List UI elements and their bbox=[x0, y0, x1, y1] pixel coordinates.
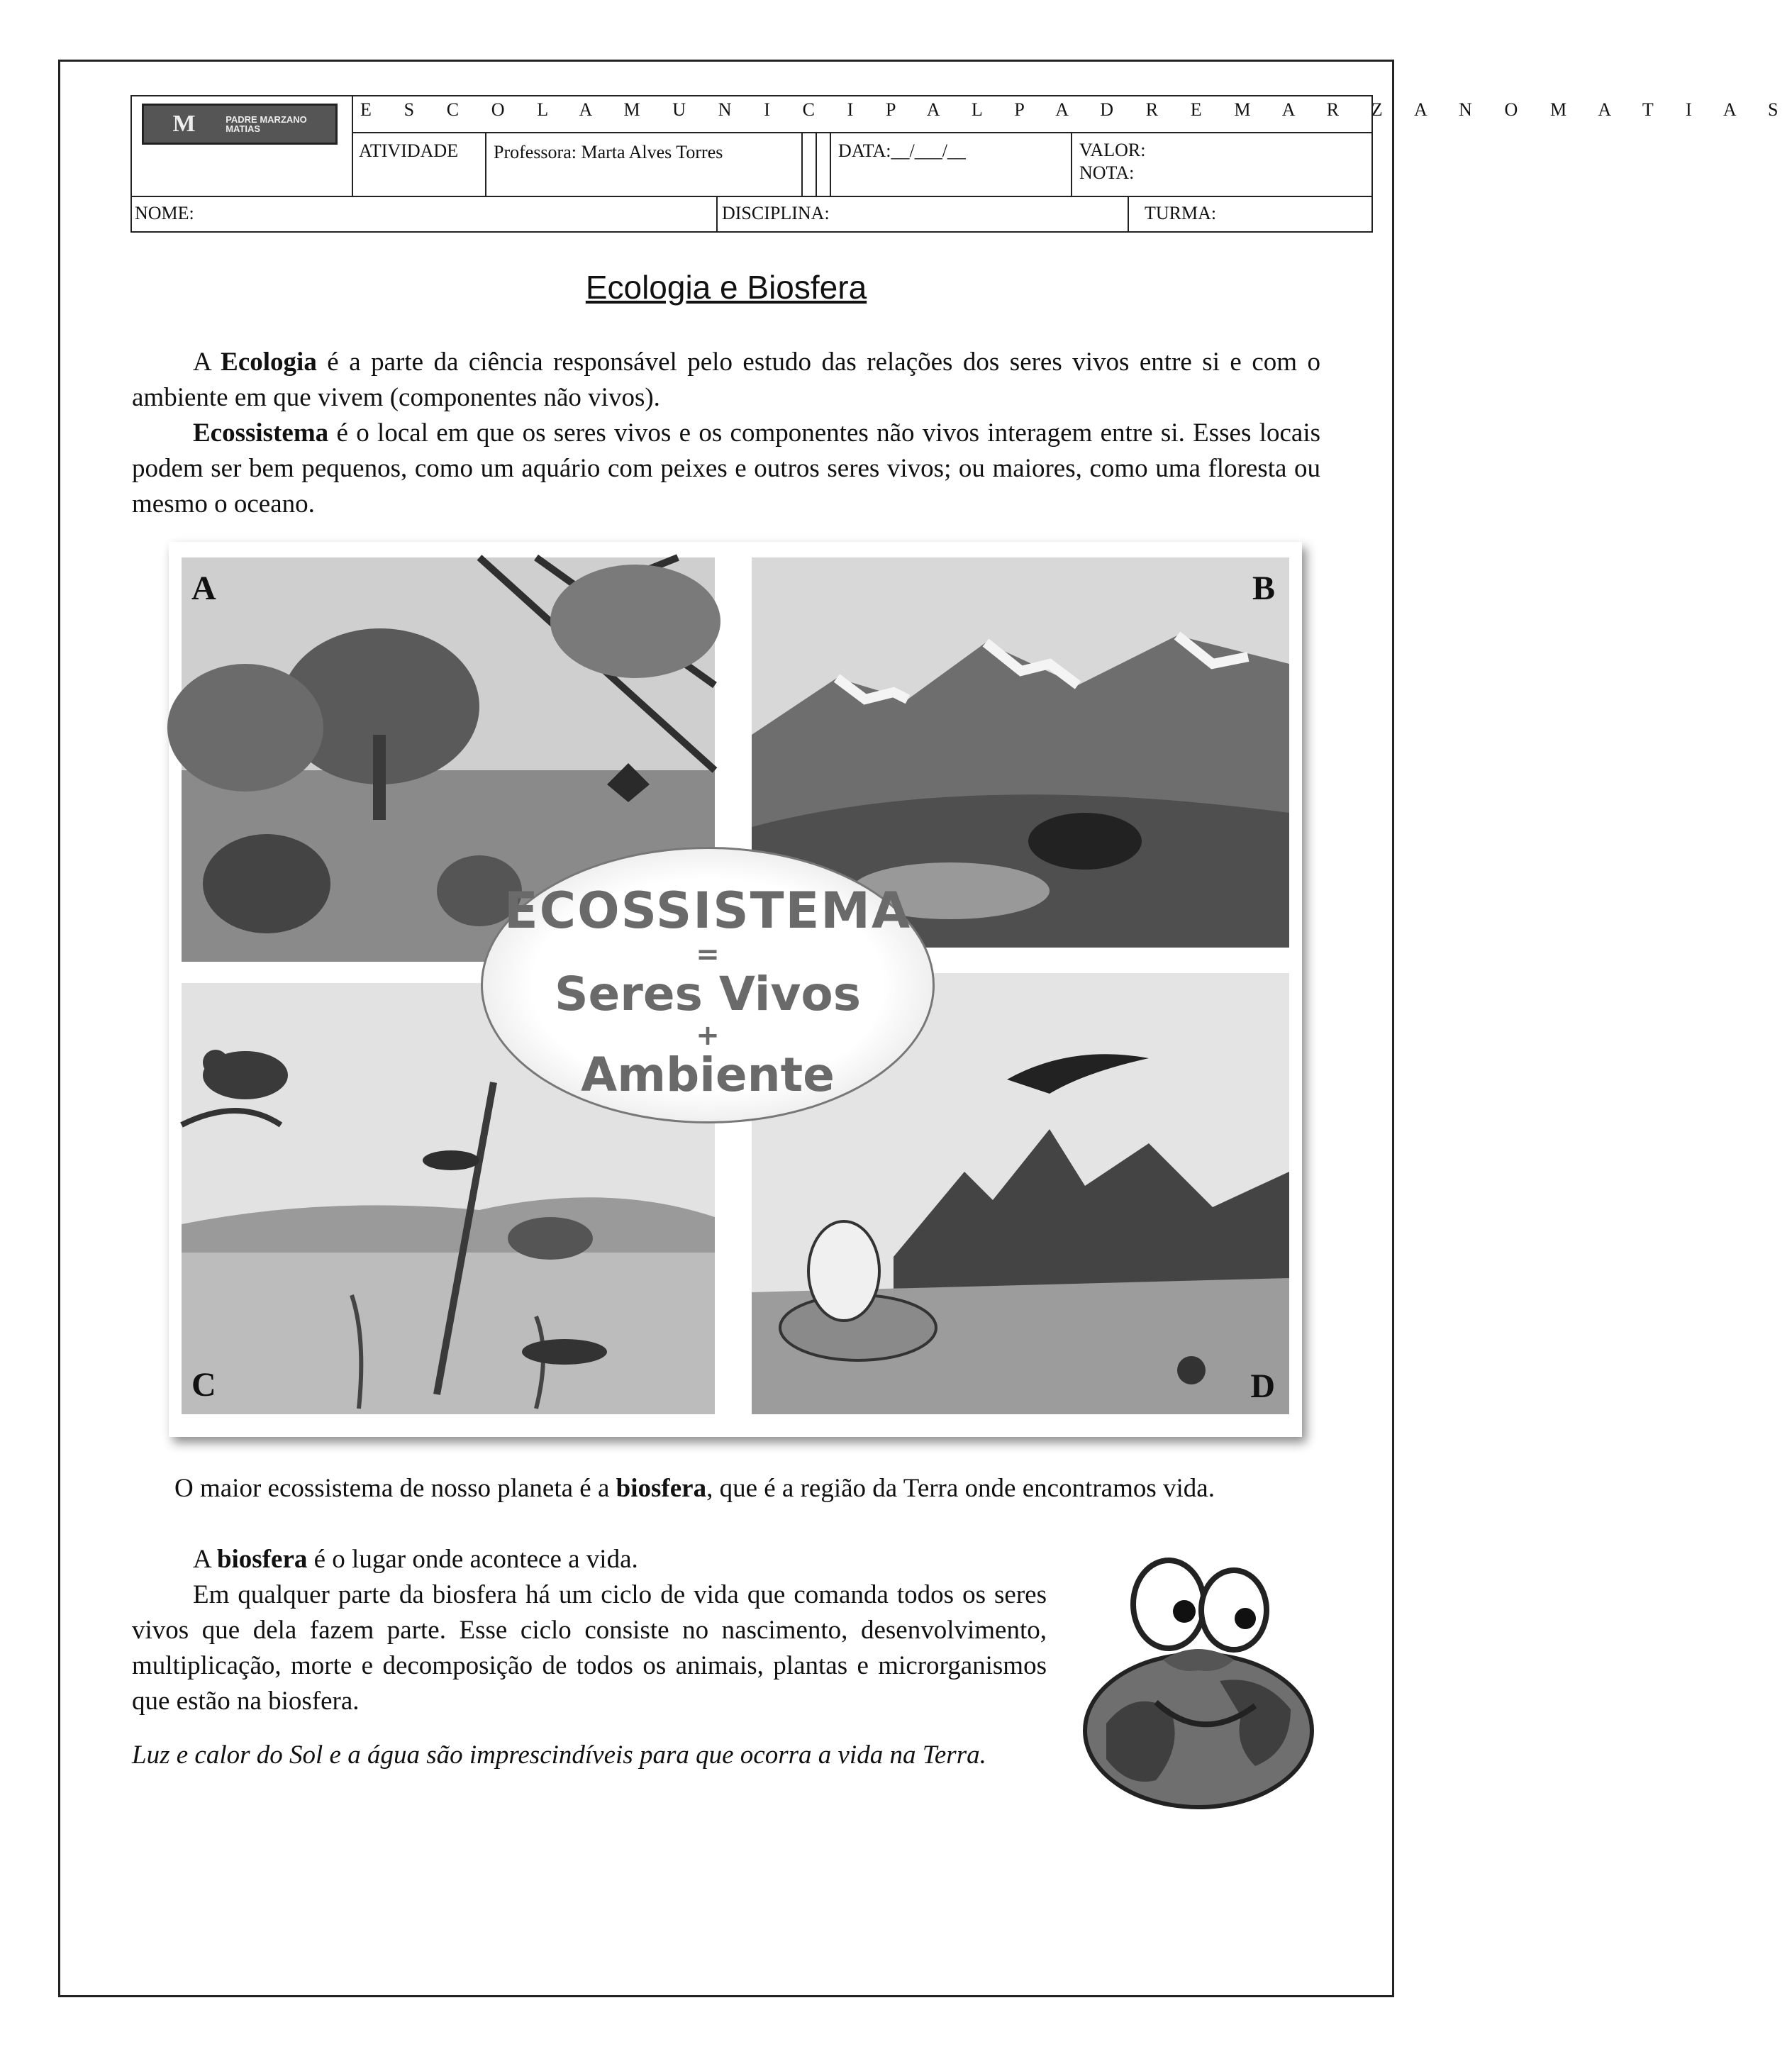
data-field[interactable]: DATA:__/___/__ bbox=[831, 133, 1072, 196]
paragraph-biosfera: O maior ecossistema de nosso planeta é a biosfera, que é a região da Terra onde encontramos vida. bbox=[174, 1474, 1215, 1503]
paragraph-ciclo: Em qualquer parte da biosfera há um ciclo de vida que comanda todos os seres vivos que dela fazem parte. Esse ciclo consiste no nascimento, desenvolvimento, multiplicação, morte e decomposição de todos os animais, plantas e microrganismos que estão na biosfera. bbox=[132, 1580, 1047, 1716]
valor-label: VALOR: bbox=[1079, 140, 1146, 160]
logo-mark-icon: M bbox=[172, 111, 194, 137]
term-ecologia: Ecologia bbox=[221, 348, 317, 377]
oval-plus: + bbox=[696, 1019, 720, 1052]
school-logo bbox=[142, 104, 338, 145]
paragraph-luz-calor: Luz e calor do Sol e a água são imprescindíveis para que ocorra a vida na Terra. bbox=[132, 1741, 986, 1770]
smiling-globe-icon bbox=[1078, 1553, 1319, 1809]
oval-seres-vivos: Seres Vivos bbox=[554, 967, 862, 1021]
logo-text: PADRE MARZANO MATIAS bbox=[226, 114, 307, 134]
ecosystem-figure bbox=[169, 542, 1302, 1437]
panel-label-d: D bbox=[1250, 1367, 1275, 1405]
term-biosfera: biosfera bbox=[616, 1474, 707, 1503]
panel-label-c: C bbox=[191, 1366, 216, 1404]
header-table bbox=[130, 95, 1792, 233]
blank-cell bbox=[803, 133, 817, 196]
panel-label-a: A bbox=[191, 570, 216, 607]
term-biosfera-2: biosfera bbox=[216, 1545, 308, 1574]
logo-cell bbox=[132, 96, 353, 196]
oval-ambiente: Ambiente bbox=[581, 1048, 835, 1102]
disciplina-field[interactable]: DISCIPLINA: bbox=[718, 196, 1129, 233]
paragraph-lugar: A biosfera é o lugar onde acontece a vida. bbox=[193, 1545, 638, 1574]
panel-label-b: B bbox=[1252, 570, 1275, 607]
paragraph-ecossistema: Ecossistema é o local em que os seres vivos e os componentes não vivos interagem entre si. Esses locais podem ser bem pequenos, como um aquário com peixes e outros seres vivos; ou maiores, como uma floresta ou mesmo o oceano. bbox=[132, 418, 1320, 518]
ecosystem-oval bbox=[481, 847, 935, 1123]
term-ecossistema: Ecossistema bbox=[193, 418, 329, 448]
oval-ecossistema: ECOSSISTEMA bbox=[503, 882, 912, 940]
school-name: E S C O L A M U N I C I P A L P A D R E M A R Z A N O M A T I A S bbox=[353, 96, 1373, 133]
turma-field[interactable]: TURMA: bbox=[1129, 196, 1373, 233]
blank-cell bbox=[817, 133, 831, 196]
professora-label: Professora: Marta Alves Torres bbox=[486, 133, 803, 196]
paragraph-ecologia: A Ecologia é a parte da ciência responsável pelo estudo das relações dos seres vivos entre si e com o ambiente em que vivem (componentes não vivos). bbox=[132, 348, 1320, 412]
atividade-label: ATIVIDADE bbox=[353, 133, 486, 196]
valor-nota-cell bbox=[1072, 133, 1373, 196]
nota-label: NOTA: bbox=[1079, 162, 1135, 183]
page-title: Ecologia e Biosfera bbox=[585, 269, 867, 306]
nome-field[interactable]: NOME: bbox=[132, 196, 718, 233]
oval-equals: = bbox=[696, 938, 720, 971]
